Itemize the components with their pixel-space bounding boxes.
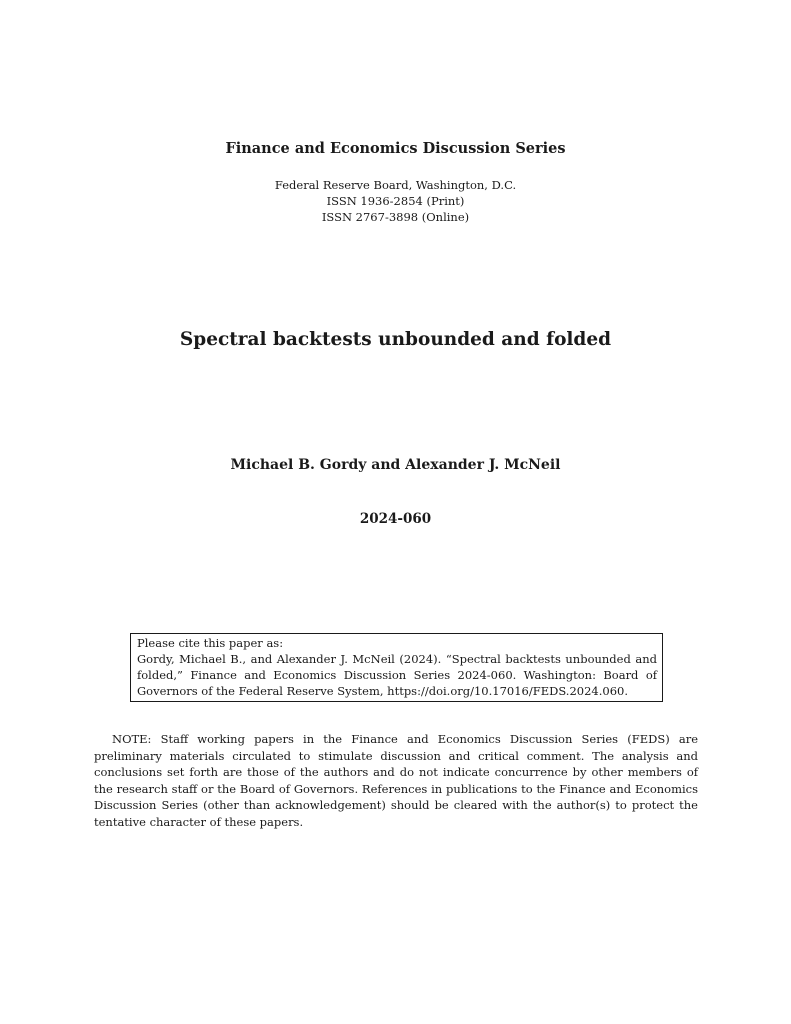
issn-online: ISSN 2767-3898 (Online): [321, 210, 470, 224]
citation-heading: Please cite this paper as:: [137, 636, 284, 650]
publisher-info: [0, 177, 791, 225]
paper-title: Spectral backtests unbounded and folded: [179, 329, 612, 350]
citation-box: [130, 633, 663, 702]
disclaimer-note: NOTE: Staff working papers in the Finance and Economics Discussion Series (FEDS) are preliminary materials circulated to stimulate discussion and critical comment. The analysis and conclusions set forth are those of the authors and do not indicate concurrence by other members of the research staff or the Board of Governors. References in publications to the Finance and Economics Discussion Series (other than acknowledgement) should be cleared with the author(s) to protect the tentative character of these papers.: [94, 732, 698, 829]
issn-print: ISSN 1936-2854 (Print): [326, 194, 465, 208]
citation-text: Gordy, Michael B., and Alexander J. McNeil (2024). “Spectral backtests unbounded and folded,” Finance and Economics Discussion Series 2024-060. Washington: Board of Governors of the Federal Reserve System, https://doi.org/10.17016/FEDS.2024.060.: [137, 652, 657, 698]
authors: Michael B. Gordy and Alexander J. McNeil: [230, 457, 561, 473]
paper-number: 2024-060: [359, 511, 432, 527]
series-title: Finance and Economics Discussion Series: [225, 140, 566, 157]
publisher-line: Federal Reserve Board, Washington, D.C.: [274, 178, 517, 192]
